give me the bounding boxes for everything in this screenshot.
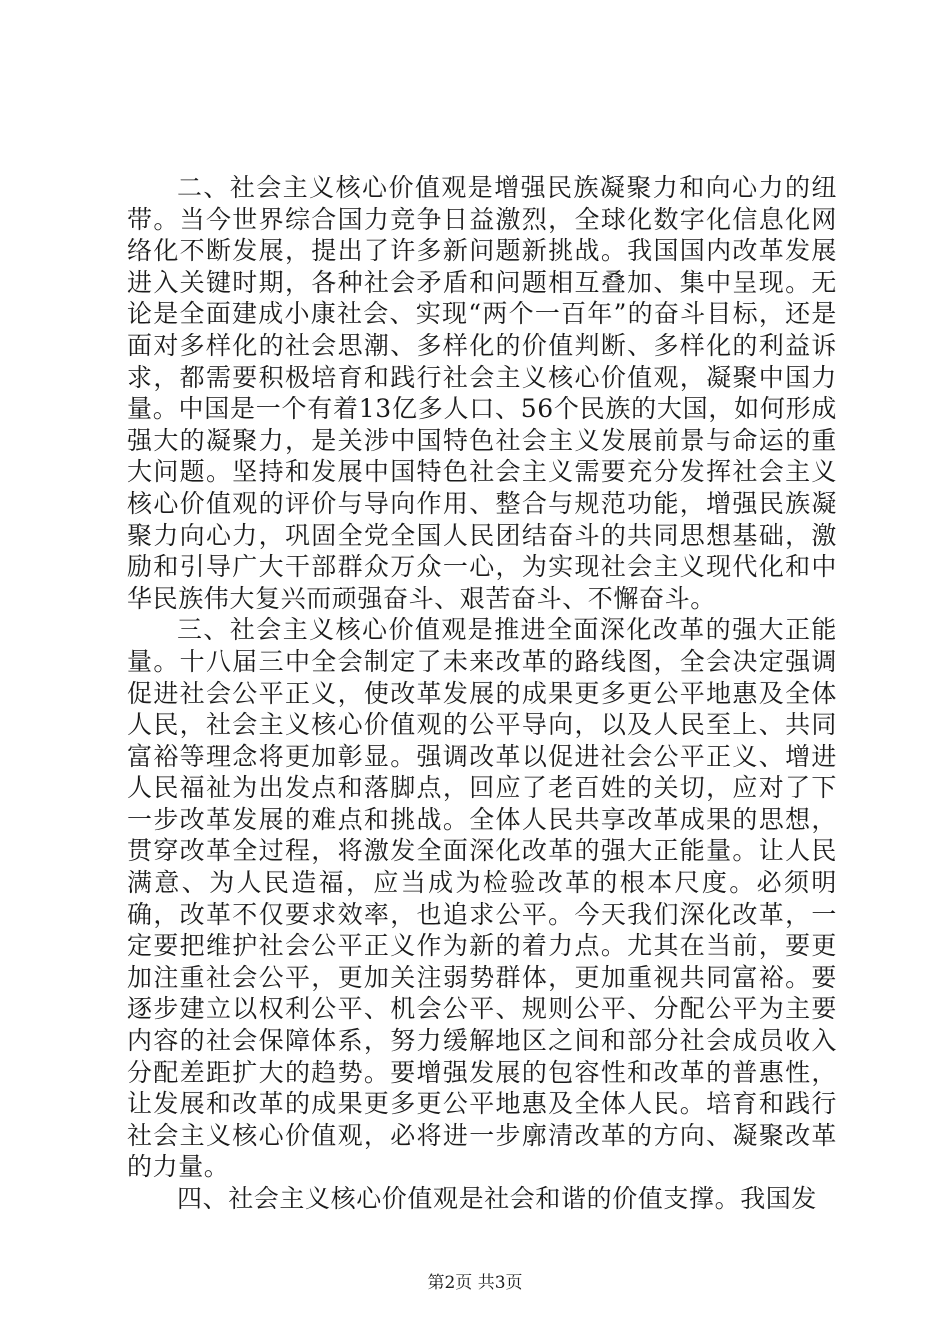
page-number-footer: 第2页 共3页 [427, 1273, 523, 1293]
paragraph-section-3: 三、社会主义核心价值观是推进全面深化改革的强大正能量。十八届三中全会制定了未来改革的路线图，全会决定强调促进社会公平正义，使改革发展的成果更多更公平地惠及全体人民，社会主义核心价值观的公平导向，以及人民至上、共同富裕等理念将更加彰显。强调改革以促进社会公平正义、增进人民福祉为出发点和落脚点，回应了老百姓的关切，应对了下一步改革发展的难点和挑战。全体人民共享改革成果的思想，贯穿改革全过程，将激发全面深化改革的强大正能量。让人民满意、为人民造福，应当成为检验改革的根本尺度。必须明确，改革不仅要求效率，也追求公平。今天我们深化改革，一定要把维护社会公平正义作为新的着力点。尤其在当前，要更加注重社会公平，更加关注弱势群体，更加重视共同富裕。要逐步建立以权利公平、机会公平、规则公平、分配公平为主要内容的社会保障体系，努力缓解地区之间和部分社会成员收入分配差距扩大的趋势。要增强发展的包容性和改革的普惠性，让发展和改革的成果更多更公平地惠及全体人民。培育和践行社会主义核心价值观，必将进一步廓清改革的方向、凝聚改革的力量。 [127, 615, 837, 1182]
paragraph-section-4: 四、社会主义核心价值观是社会和谐的价值支撑。我国发 [177, 1184, 818, 1213]
document-body [127, 172, 837, 1215]
paragraph-section-2: 二、社会主义核心价值观是增强民族凝聚力和向心力的纽带。当今世界综合国力竞争日益激烈，全球化数字化信息化网络化不断发展，提出了许多新问题新挑战。我国国内改革发展进入关键时期，各种社会矛盾和问题相互叠加、集中呈现。无论是全面建成小康社会、实现“两个一百年”的奋斗目标，还是面对多样化的社会思潮、多样化的价值判断、多样化的利益诉求，都需要积极培育和践行社会主义核心价值观，凝聚中国力量。中国是一个有着13亿多人口、56个民族的大国，如何形成强大的凝聚力，是关涉中国特色社会主义发展前景与命运的重大问题。坚持和发展中国特色社会主义需要充分发挥社会主义核心价值观的评价与导向作用、整合与规范功能，增强民族凝聚力向心力，巩固全党全国人民团结奋斗的共同思想基础，激励和引导广大干部群众万众一心，为实现社会主义现代化和中华民族伟大复兴而顽强奋斗、艰苦奋斗、不懈奋斗。 [127, 173, 837, 613]
